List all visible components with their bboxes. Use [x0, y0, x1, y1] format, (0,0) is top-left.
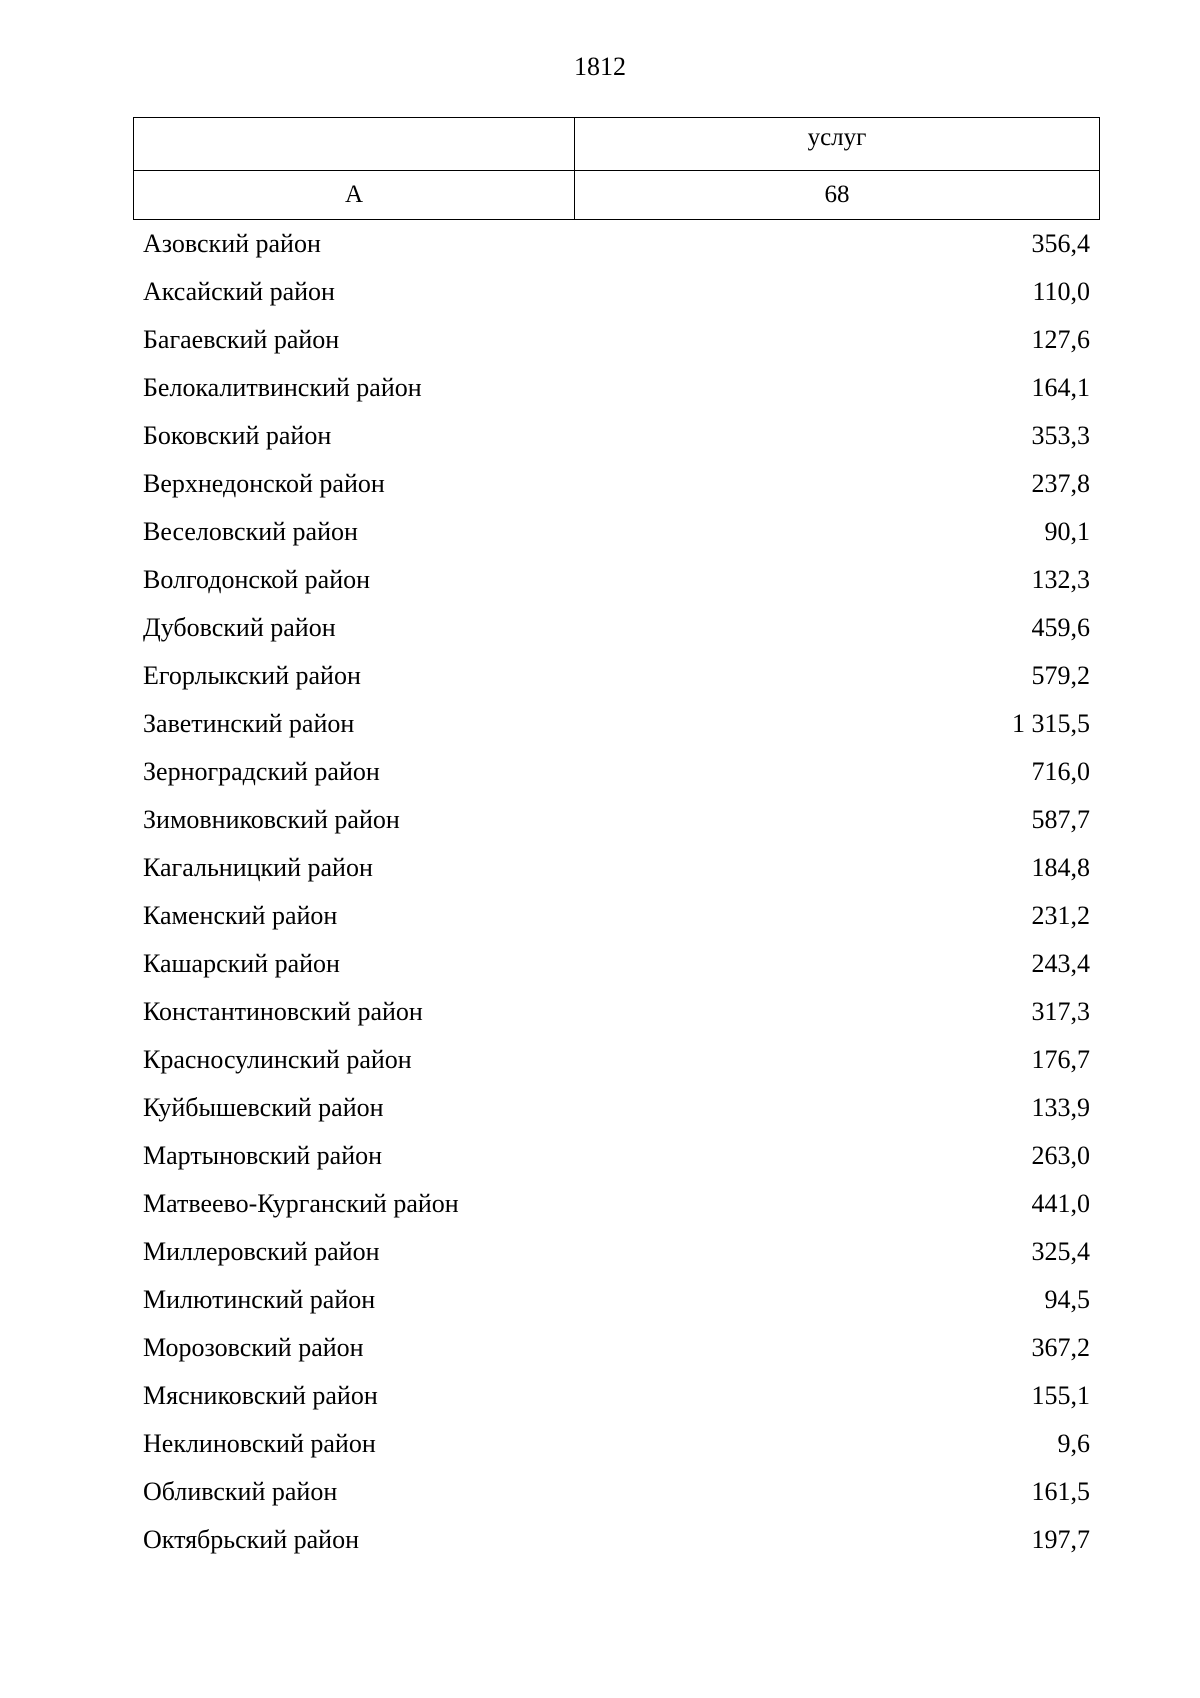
table-row [143, 1084, 1090, 1132]
district-value: 94,5 [1044, 1285, 1090, 1314]
district-name: Кашарский район [143, 949, 340, 978]
table-row [143, 556, 1090, 604]
table-row [143, 988, 1090, 1036]
page-number: 1812 [574, 52, 626, 81]
district-value: 90,1 [1044, 517, 1090, 546]
district-name: Каменский район [143, 901, 338, 930]
district-value: 587,7 [1031, 805, 1090, 834]
district-value: 1 315,5 [1012, 709, 1090, 738]
district-value: 9,6 [1057, 1429, 1090, 1458]
district-value: 367,2 [1031, 1333, 1090, 1362]
header-cell-name [134, 118, 575, 171]
district-value: 579,2 [1031, 661, 1090, 690]
district-value: 110,0 [1032, 277, 1090, 306]
table-row [143, 1228, 1090, 1276]
district-name: Заветинский район [143, 709, 355, 738]
header-row-titles [134, 118, 1100, 171]
district-name: Обливский район [143, 1477, 338, 1506]
district-value: 164,1 [1031, 373, 1090, 402]
table-row [143, 220, 1090, 268]
table-row [143, 1372, 1090, 1420]
table-row [143, 1036, 1090, 1084]
table-row [143, 844, 1090, 892]
table-row [143, 460, 1090, 508]
district-value: 243,4 [1031, 949, 1090, 978]
table-row [143, 940, 1090, 988]
district-name: Миллеровский район [143, 1237, 380, 1266]
district-name: Аксайский район [143, 277, 335, 306]
district-value: 161,5 [1031, 1477, 1090, 1506]
table-row [143, 796, 1090, 844]
header-code-value: 68 [575, 171, 1100, 220]
district-name: Зимовниковский район [143, 805, 400, 834]
table-row [143, 892, 1090, 940]
district-name: Азовский район [143, 229, 321, 258]
district-name: Мясниковский район [143, 1381, 378, 1410]
table-row [143, 1132, 1090, 1180]
table-row [143, 1180, 1090, 1228]
district-name: Кагальницкий район [143, 853, 373, 882]
district-name: Константиновский район [143, 997, 423, 1026]
district-name: Дубовский район [143, 613, 336, 642]
district-value: 317,3 [1031, 997, 1090, 1026]
district-name: Красносулинский район [143, 1045, 412, 1074]
table-row [143, 316, 1090, 364]
district-value: 716,0 [1031, 757, 1090, 786]
table-header [133, 117, 1100, 220]
table-row [143, 604, 1090, 652]
district-value: 237,8 [1031, 469, 1090, 498]
header-code-name: А [134, 171, 575, 220]
district-value: 441,0 [1031, 1189, 1090, 1218]
district-value: 176,7 [1031, 1045, 1090, 1074]
district-value: 231,2 [1031, 901, 1090, 930]
district-name: Мартыновский район [143, 1141, 383, 1170]
district-value: 155,1 [1031, 1381, 1090, 1410]
district-name: Егорлыкский район [143, 661, 361, 690]
table-row [143, 1276, 1090, 1324]
district-value: 459,6 [1031, 613, 1090, 642]
district-name: Зерноградский район [143, 757, 380, 786]
district-value: 325,4 [1031, 1237, 1090, 1266]
district-value: 127,6 [1031, 325, 1090, 354]
district-name: Неклиновский район [143, 1429, 376, 1458]
district-name: Милютинский район [143, 1285, 376, 1314]
table-row [143, 652, 1090, 700]
district-value: 356,4 [1031, 229, 1090, 258]
district-name: Куйбышевский район [143, 1093, 384, 1122]
district-value: 353,3 [1031, 421, 1090, 450]
district-name: Матвеево-Курганский район [143, 1189, 459, 1218]
district-name: Боковский район [143, 421, 332, 450]
table-row [143, 1468, 1090, 1516]
table-row [143, 748, 1090, 796]
district-value: 132,3 [1031, 565, 1090, 594]
table-row [143, 412, 1090, 460]
table-row [143, 1420, 1090, 1468]
district-value: 184,8 [1031, 853, 1090, 882]
table-row [143, 1324, 1090, 1372]
table-row [143, 508, 1090, 556]
district-name: Морозовский район [143, 1333, 364, 1362]
district-name: Волгодонской район [143, 565, 371, 594]
district-name: Веселовский район [143, 517, 358, 546]
district-name: Багаевский район [143, 325, 340, 354]
district-name: Октябрьский район [143, 1525, 359, 1554]
district-name: Верхнедонской район [143, 469, 385, 498]
district-name: Белокалитвинский район [143, 373, 422, 402]
header-cell-value: услуг [575, 118, 1100, 171]
table-row [143, 268, 1090, 316]
district-value: 263,0 [1031, 1141, 1090, 1170]
district-value: 133,9 [1031, 1093, 1090, 1122]
table-row [143, 364, 1090, 412]
header-row-codes [134, 171, 1100, 220]
table-row [143, 700, 1090, 748]
table-row [143, 1516, 1090, 1564]
district-list [143, 220, 1090, 1564]
district-value: 197,7 [1031, 1525, 1090, 1554]
